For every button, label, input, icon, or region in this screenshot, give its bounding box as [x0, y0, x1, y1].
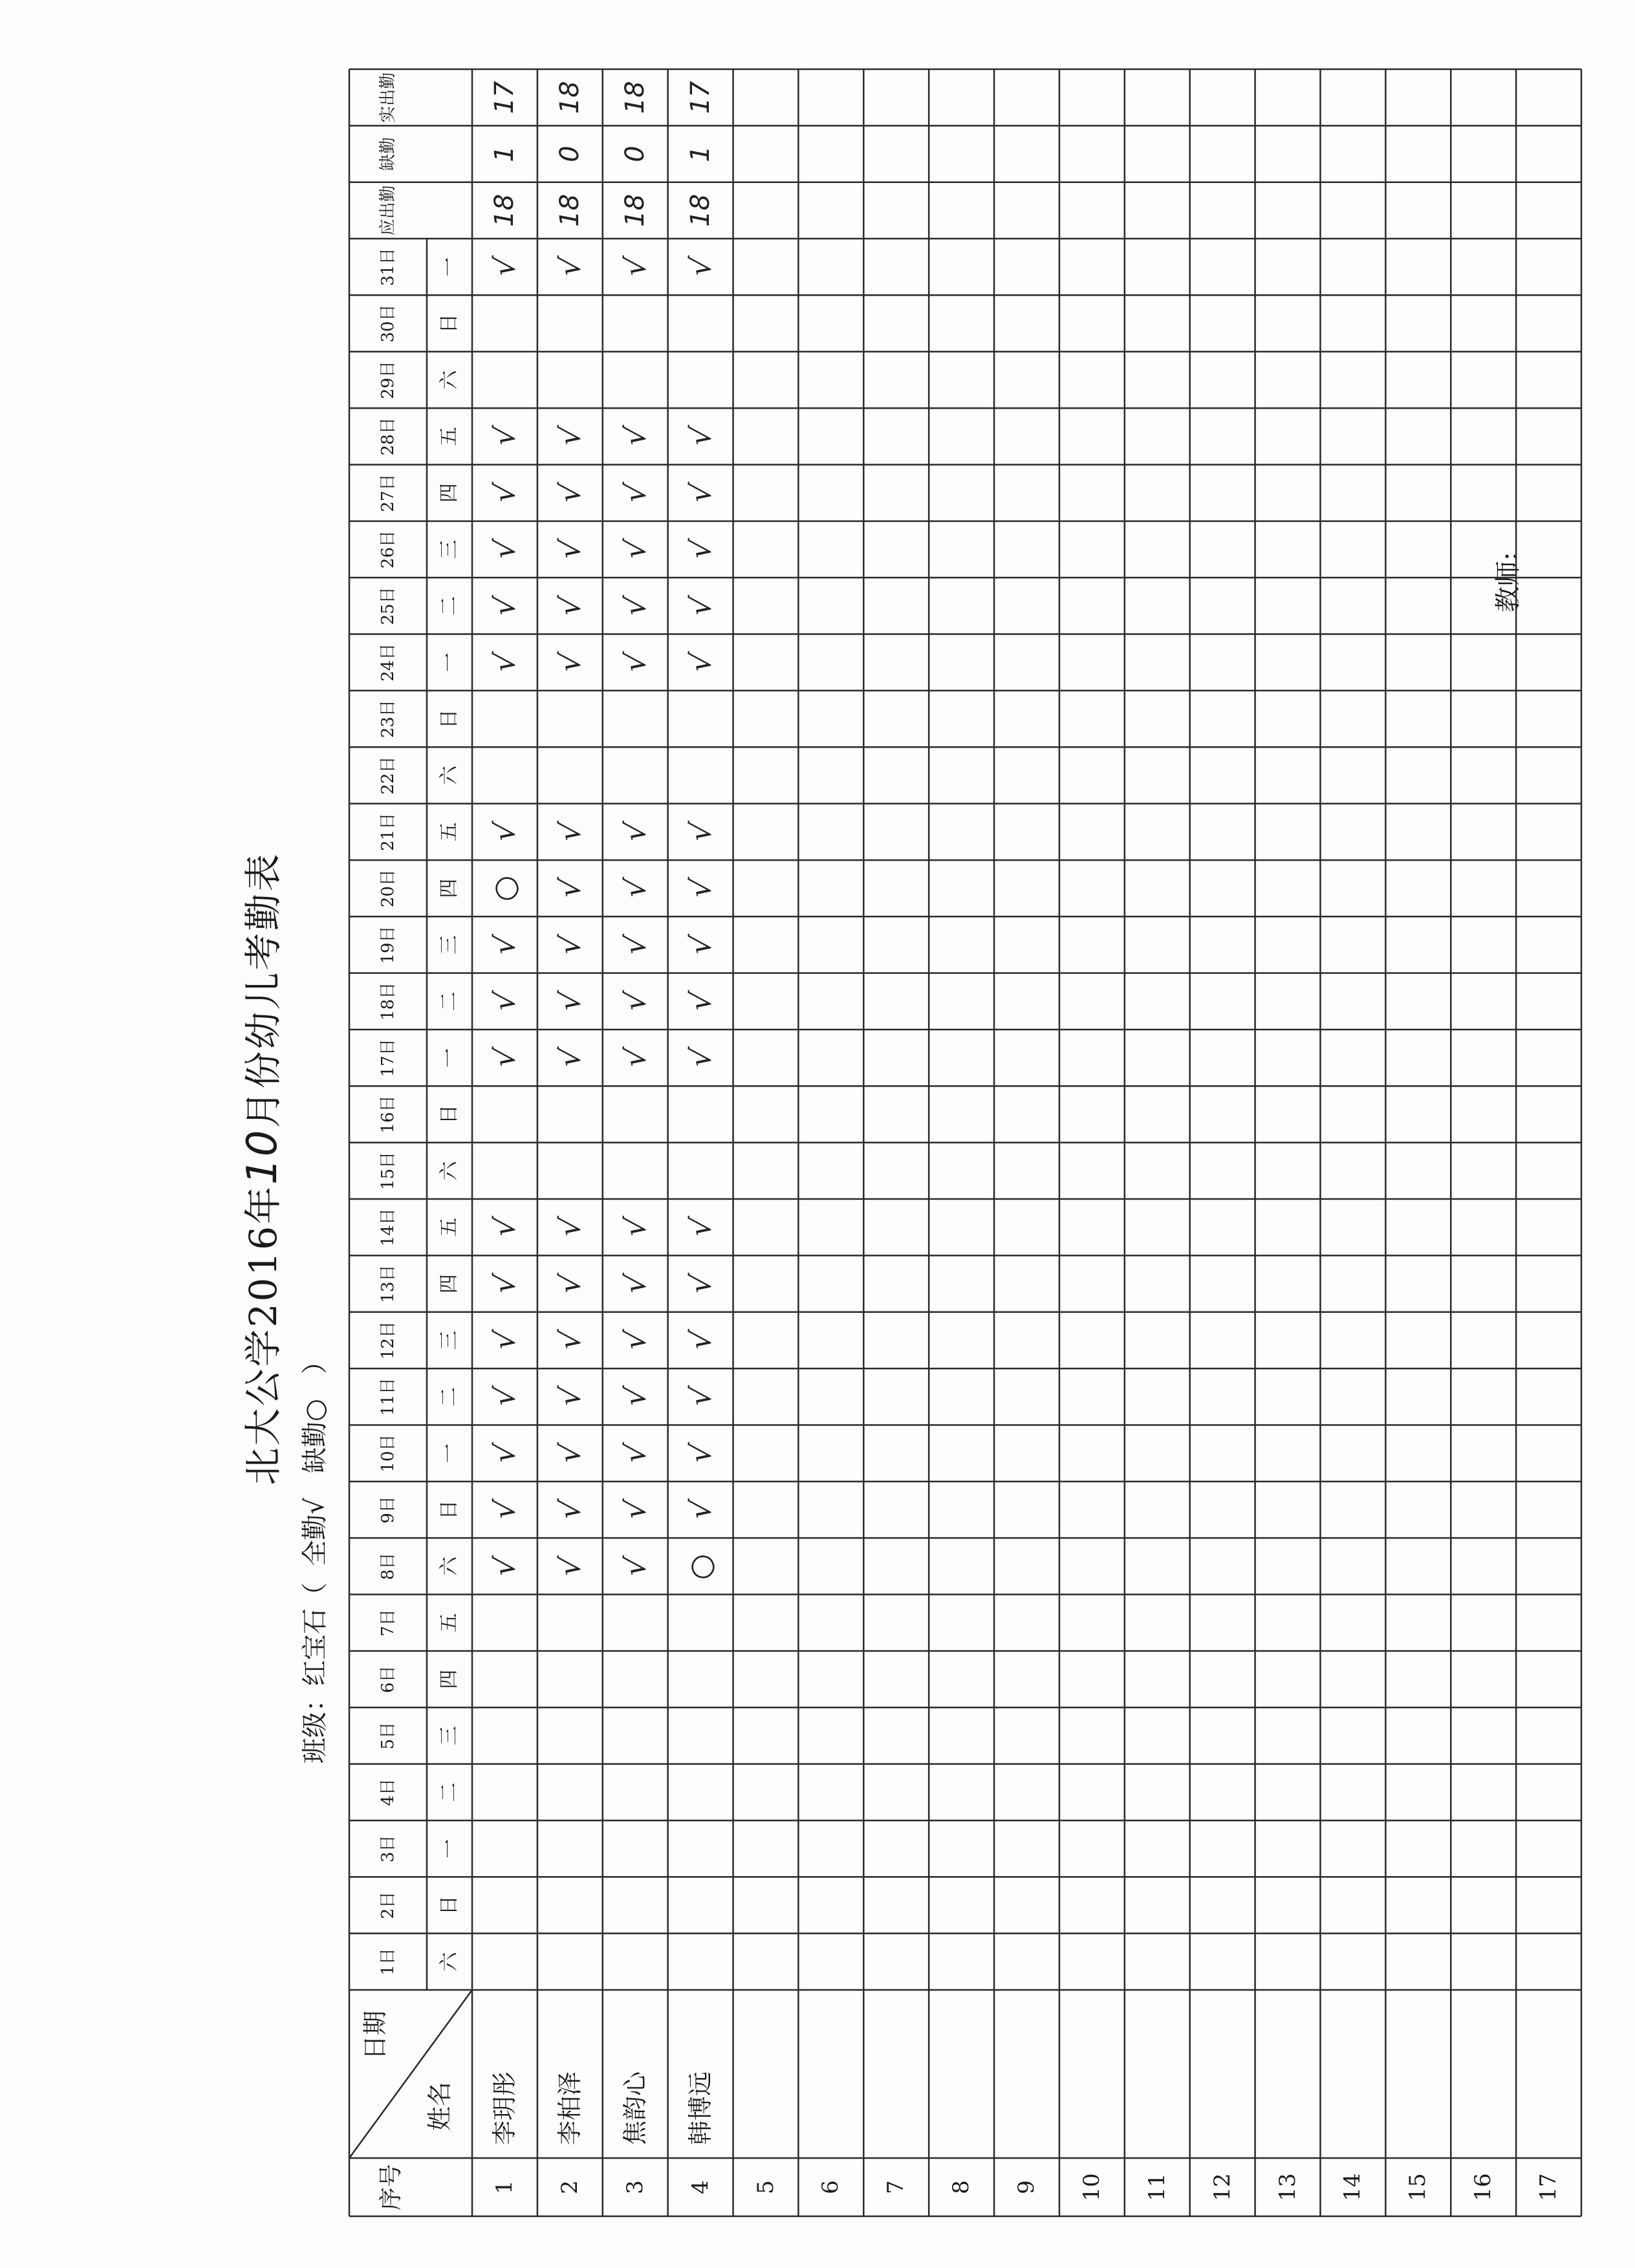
row-number: 7	[883, 2180, 909, 2194]
header-day: 7日	[378, 1608, 398, 1637]
header-day: 18日	[378, 982, 398, 1021]
present-mark: √	[551, 1328, 589, 1352]
present-mark: √	[486, 1385, 523, 1409]
present-mark: √	[681, 1385, 719, 1409]
row-number: 16	[1470, 2173, 1497, 2201]
present-mark: √	[551, 1554, 589, 1579]
present-mark: √	[616, 933, 654, 957]
row-number: 10	[1078, 2173, 1105, 2201]
row-number: 1	[492, 2180, 517, 2194]
present-mark: √	[681, 1215, 719, 1239]
header-weekday: 六	[438, 1556, 460, 1576]
row-number: 17	[1535, 2173, 1562, 2201]
student-absent-count: 1	[685, 146, 715, 162]
header-day: 19日	[378, 925, 398, 964]
present-mark: √	[486, 255, 523, 279]
present-mark: √	[616, 819, 654, 844]
present-mark: √	[486, 819, 523, 844]
absent-mark: ○	[485, 872, 524, 904]
present-mark: √	[486, 650, 523, 675]
present-mark: √	[551, 424, 589, 449]
header-weekday: 四	[438, 1274, 460, 1294]
header-day: 31日	[378, 248, 398, 286]
present-mark: √	[551, 537, 589, 561]
present-mark: √	[616, 481, 654, 505]
present-mark: √	[681, 1328, 719, 1352]
student-actual-count: 18	[554, 81, 585, 114]
present-mark: √	[551, 1215, 589, 1239]
row-number: 4	[687, 2180, 713, 2194]
header-weekday: 四	[438, 878, 460, 898]
teacher-label: 教师:	[1493, 552, 1523, 612]
header-weekday: 五	[438, 822, 460, 842]
present-mark: √	[616, 1441, 654, 1465]
header-day: 6日	[378, 1665, 398, 1693]
header-day: 29日	[378, 360, 398, 399]
row-number: 13	[1274, 2173, 1301, 2201]
present-mark: √	[616, 424, 654, 449]
present-mark: √	[551, 255, 589, 279]
header-actual-attend: 实出勤	[378, 72, 398, 123]
header-day: 9日	[378, 1496, 398, 1524]
present-mark: √	[681, 537, 719, 561]
present-mark: √	[616, 1046, 654, 1070]
header-day: 3日	[378, 1835, 398, 1863]
student-should-count: 18	[620, 193, 650, 227]
header-day: 11日	[378, 1377, 398, 1416]
present-mark: √	[486, 1271, 523, 1296]
row-number: 8	[948, 2180, 975, 2194]
present-mark: √	[616, 650, 654, 675]
student-should-count: 18	[490, 193, 519, 227]
present-mark: √	[616, 989, 654, 1013]
header-date: 日期	[361, 2011, 389, 2060]
header-weekday: 六	[438, 1952, 460, 1972]
header-day: 26日	[378, 530, 398, 569]
header-weekday: 二	[438, 1387, 460, 1407]
present-mark: √	[551, 1271, 589, 1296]
present-mark: √	[551, 933, 589, 957]
present-mark: √	[486, 481, 523, 505]
present-mark: √	[486, 989, 523, 1013]
student-absent-count: 1	[490, 146, 519, 162]
present-mark: √	[681, 481, 719, 505]
student-name: 李玥彤	[490, 2071, 519, 2145]
present-mark: √	[616, 1328, 654, 1352]
present-mark: √	[486, 1215, 523, 1239]
header-weekday: 二	[438, 1782, 460, 1802]
student-actual-count: 18	[620, 81, 650, 114]
header-weekday: 六	[438, 765, 460, 785]
header-day: 15日	[378, 1151, 398, 1190]
header-absent: 缺勤	[378, 137, 398, 171]
header-weekday: 日	[438, 1500, 460, 1520]
header-weekday: 日	[438, 1105, 460, 1125]
handwritten-month: 10	[239, 1128, 287, 1185]
present-mark: √	[616, 1215, 654, 1239]
present-mark: √	[681, 424, 719, 449]
present-mark: √	[616, 1385, 654, 1409]
row-number: 14	[1339, 2173, 1366, 2201]
header-day: 14日	[378, 1208, 398, 1247]
present-mark: √	[486, 1441, 523, 1465]
absent-mark: ○	[681, 1551, 720, 1582]
present-mark: √	[486, 537, 523, 561]
present-mark: √	[616, 255, 654, 279]
header-day: 4日	[378, 1778, 398, 1806]
header-day: 12日	[378, 1321, 398, 1359]
row-number: 5	[752, 2180, 779, 2194]
header-day: 28日	[378, 417, 398, 456]
present-mark: √	[486, 424, 523, 449]
present-mark: √	[616, 594, 654, 618]
present-mark: √	[551, 481, 589, 505]
present-mark: √	[616, 1498, 654, 1522]
header-weekday: 三	[438, 1725, 460, 1745]
header-day: 10日	[378, 1434, 398, 1473]
present-mark: √	[551, 1046, 589, 1070]
student-name: 韩博远	[686, 2071, 715, 2145]
header-day: 2日	[378, 1891, 398, 1919]
header-day: 30日	[378, 304, 398, 343]
present-mark: √	[486, 1498, 523, 1522]
header-day: 1日	[378, 1948, 398, 1976]
row-number: 12	[1209, 2173, 1235, 2201]
row-number: 6	[817, 2180, 844, 2194]
present-mark: √	[681, 1498, 719, 1522]
header-weekday: 一	[438, 653, 460, 673]
header-day: 13日	[378, 1264, 398, 1303]
header-day: 17日	[378, 1039, 398, 1077]
header-day: 8日	[378, 1552, 398, 1581]
present-mark: √	[486, 1046, 523, 1070]
student-name: 李柏泽	[555, 2071, 584, 2145]
header-weekday: 一	[438, 257, 460, 277]
present-mark: √	[681, 255, 719, 279]
present-mark: √	[681, 1046, 719, 1070]
header-day: 21日	[378, 812, 398, 851]
header-day: 27日	[378, 473, 398, 512]
row-number: 11	[1143, 2173, 1170, 2201]
present-mark: √	[616, 1271, 654, 1296]
header-day: 22日	[378, 756, 398, 795]
present-mark: √	[551, 1385, 589, 1409]
header-weekday: 一	[438, 1443, 460, 1463]
present-mark: √	[486, 933, 523, 957]
present-mark: √	[551, 876, 589, 900]
header-weekday: 三	[438, 539, 460, 559]
present-mark: √	[616, 537, 654, 561]
header-day: 16日	[378, 1095, 398, 1134]
present-mark: √	[681, 989, 719, 1013]
page-title: 北大公学2016年10月份幼儿考勤表	[239, 852, 287, 1485]
header-should-attend: 应出勤	[378, 185, 398, 236]
header-weekday: 四	[438, 1669, 460, 1689]
header-weekday: 二	[438, 596, 460, 616]
class-label: 班级：红宝石	[300, 1608, 330, 1764]
header-weekday: 二	[438, 991, 460, 1011]
present-mark: √	[616, 1554, 654, 1579]
header-weekday: 一	[438, 1839, 460, 1859]
present-mark: √	[681, 876, 719, 900]
present-mark: √	[681, 650, 719, 675]
header-weekday: 六	[438, 1161, 460, 1181]
header-weekday: 日	[438, 314, 460, 334]
student-absent-count: 0	[554, 146, 585, 162]
present-mark: √	[681, 933, 719, 957]
row-number: 3	[622, 2180, 648, 2194]
present-mark: √	[551, 650, 589, 675]
present-mark: √	[681, 1271, 719, 1296]
row-number: 15	[1405, 2173, 1431, 2201]
header-day: 24日	[378, 643, 398, 682]
row-number: 9	[1013, 2180, 1040, 2194]
header-weekday: 日	[438, 1895, 460, 1915]
legend: （ 全勤√ 缺勤○ ）	[300, 1348, 330, 1608]
present-mark: √	[551, 1498, 589, 1522]
present-mark: √	[616, 876, 654, 900]
student-name: 焦韵心	[620, 2071, 649, 2145]
student-absent-count: 0	[620, 146, 650, 162]
student-actual-count: 17	[685, 81, 715, 114]
header-weekday: 五	[438, 426, 460, 446]
header-weekday: 五	[438, 1217, 460, 1237]
header-day: 20日	[378, 869, 398, 908]
student-should-count: 18	[554, 193, 585, 227]
header-name: 姓名	[426, 2082, 454, 2132]
header-weekday: 一	[438, 1048, 460, 1068]
header-weekday: 三	[438, 934, 460, 955]
present-mark: √	[551, 819, 589, 844]
row-number: 2	[556, 2180, 583, 2194]
header-weekday: 日	[438, 709, 460, 729]
present-mark: √	[681, 819, 719, 844]
present-mark: √	[486, 594, 523, 618]
header-weekday: 五	[438, 1613, 460, 1633]
present-mark: √	[486, 1554, 523, 1579]
header-serial: 序号	[378, 2164, 404, 2211]
header-weekday: 三	[438, 1330, 460, 1350]
present-mark: √	[681, 594, 719, 618]
present-mark: √	[551, 594, 589, 618]
header-day: 23日	[378, 700, 398, 739]
header-weekday: 六	[438, 370, 460, 390]
present-mark: √	[551, 1441, 589, 1465]
present-mark: √	[551, 989, 589, 1013]
student-should-count: 18	[685, 193, 715, 227]
header-weekday: 四	[438, 483, 460, 503]
present-mark: √	[681, 1441, 719, 1465]
present-mark: √	[486, 1328, 523, 1352]
student-actual-count: 17	[490, 81, 519, 114]
header-day: 5日	[378, 1722, 398, 1750]
header-day: 25日	[378, 587, 398, 625]
